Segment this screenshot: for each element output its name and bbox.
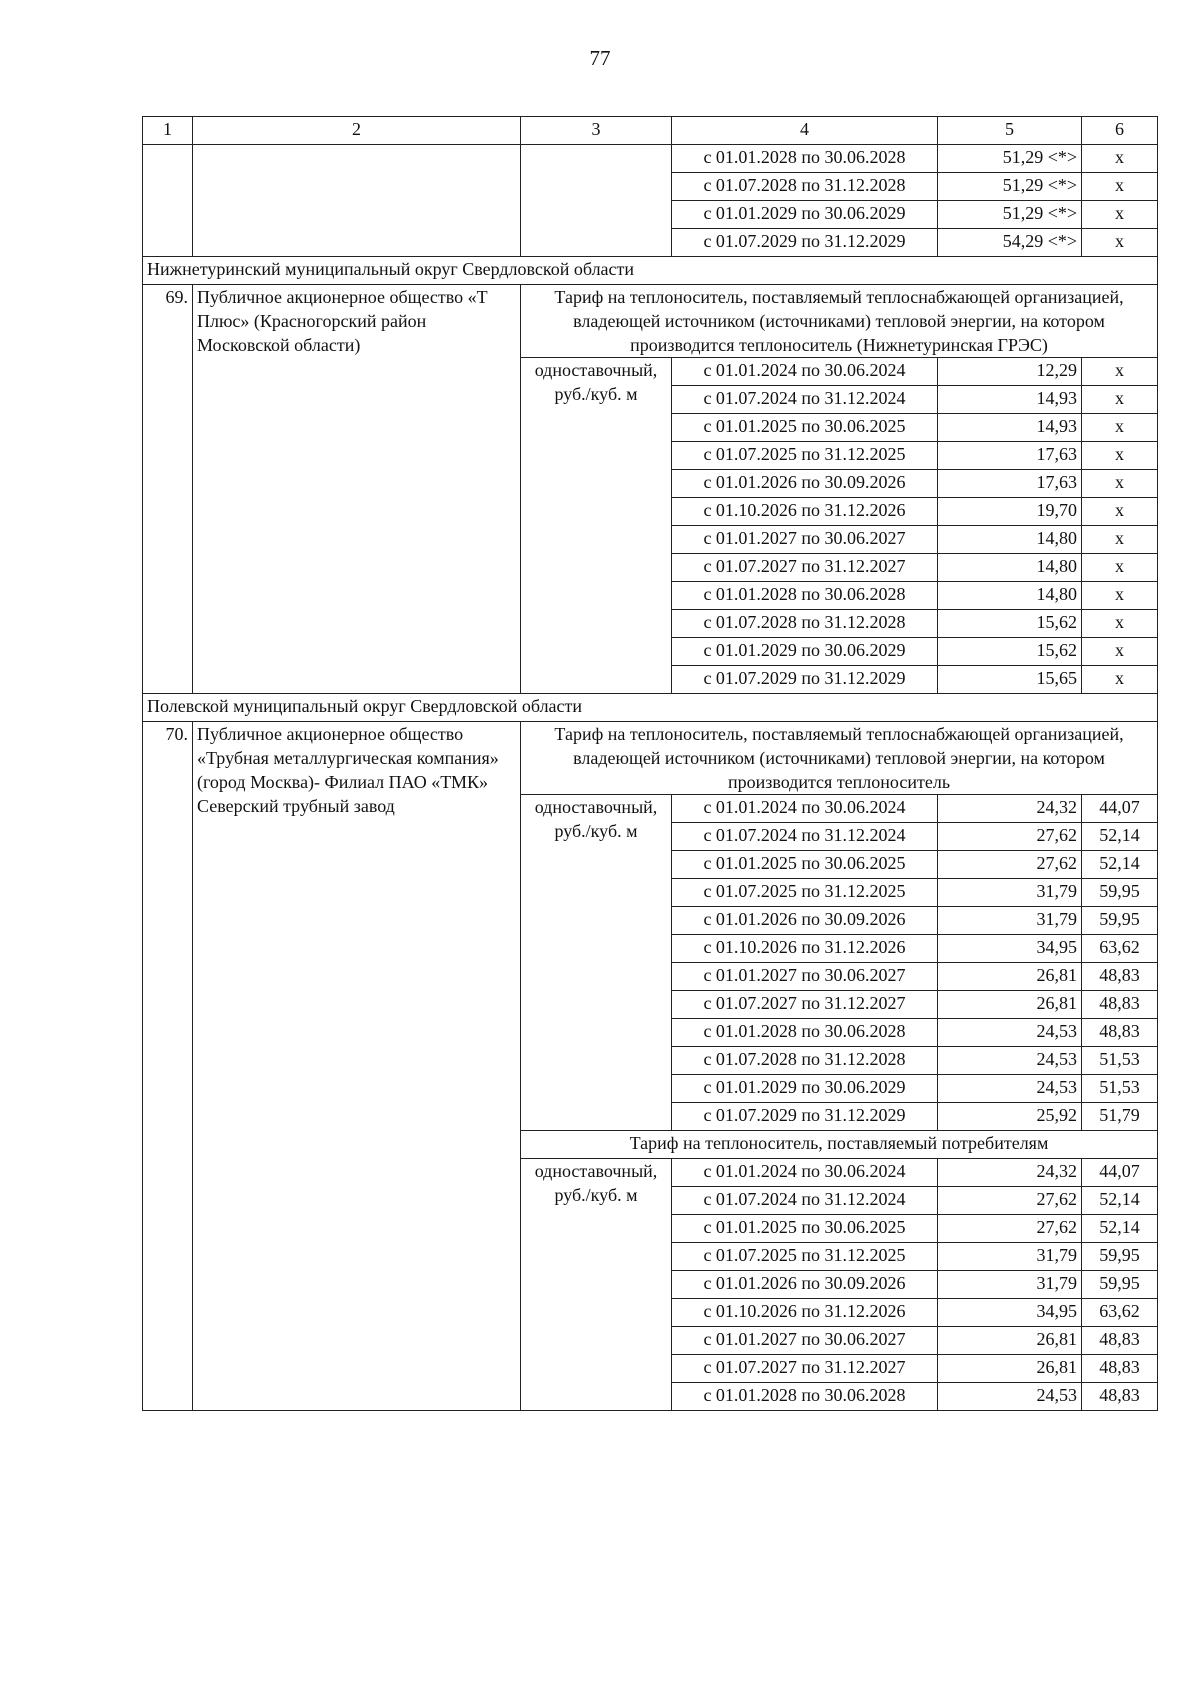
- value-cell: 34,95: [938, 935, 1082, 963]
- period-cell: с 01.10.2026 по 31.12.2026: [672, 498, 938, 526]
- value-cell: 24,53: [938, 1047, 1082, 1075]
- value2-cell: х: [1082, 201, 1158, 229]
- period-cell: с 01.01.2024 по 30.06.2024: [672, 358, 938, 386]
- value2-cell: 51,53: [1082, 1075, 1158, 1103]
- period-cell: с 01.07.2024 по 31.12.2024: [672, 823, 938, 851]
- period-cell: с 01.07.2029 по 31.12.2029: [672, 666, 938, 694]
- period-cell: с 01.01.2027 по 30.06.2027: [672, 526, 938, 554]
- value2-cell: 48,83: [1082, 991, 1158, 1019]
- value2-cell: х: [1082, 498, 1158, 526]
- value2-cell: х: [1082, 610, 1158, 638]
- value2-cell: х: [1082, 526, 1158, 554]
- value-cell: 27,62: [938, 851, 1082, 879]
- value2-cell: х: [1082, 414, 1158, 442]
- value-cell: 14,93: [938, 386, 1082, 414]
- value2-cell: 48,83: [1082, 1355, 1158, 1383]
- value2-cell: х: [1082, 666, 1158, 694]
- page-number: 77: [589, 46, 611, 70]
- section-row: [143, 257, 1158, 285]
- value-cell: 12,29: [938, 358, 1082, 386]
- value2-cell: 52,14: [1082, 823, 1158, 851]
- value-cell: 14,80: [938, 526, 1082, 554]
- period-cell: с 01.07.2028 по 31.12.2028: [672, 610, 938, 638]
- value2-cell: х: [1082, 386, 1158, 414]
- period-cell: с 01.01.2028 по 30.06.2028: [672, 145, 938, 173]
- period-cell: с 01.07.2029 по 31.12.2029: [672, 229, 938, 257]
- tariff-header-row: [143, 722, 1158, 795]
- value-cell: 14,80: [938, 554, 1082, 582]
- value2-cell: х: [1082, 470, 1158, 498]
- period-cell: с 01.10.2026 по 31.12.2026: [672, 1299, 938, 1327]
- value2-cell: 48,83: [1082, 963, 1158, 991]
- value-cell: 25,92: [938, 1103, 1082, 1131]
- value2-cell: х: [1082, 638, 1158, 666]
- value-cell: 51,29 <*>: [938, 173, 1082, 201]
- empty-unit-cell: [521, 145, 672, 257]
- period-cell: с 01.01.2026 по 30.09.2026: [672, 907, 938, 935]
- period-cell: с 01.01.2029 по 30.06.2029: [672, 1075, 938, 1103]
- empty-organization-cell: [193, 145, 521, 257]
- value2-cell: 48,83: [1082, 1019, 1158, 1047]
- value2-cell: 59,95: [1082, 1243, 1158, 1271]
- period-cell: с 01.01.2024 по 30.06.2024: [672, 795, 938, 823]
- period-cell: с 01.01.2024 по 30.06.2024: [672, 1159, 938, 1187]
- tariff-header: Тариф на теплоноситель, поставляемый потребителям: [521, 1131, 1158, 1159]
- column-header-5: 5: [938, 117, 1082, 145]
- value2-cell: х: [1082, 229, 1158, 257]
- period-cell: с 01.10.2026 по 31.12.2026: [672, 935, 938, 963]
- period-cell: с 01.07.2025 по 31.12.2025: [672, 1243, 938, 1271]
- value2-cell: х: [1082, 442, 1158, 470]
- period-cell: с 01.07.2028 по 31.12.2028: [672, 1047, 938, 1075]
- value-cell: 24,32: [938, 1159, 1082, 1187]
- period-cell: с 01.01.2026 по 30.09.2026: [672, 1271, 938, 1299]
- section-title: Полевской муниципальный округ Свердловской области: [143, 694, 1158, 722]
- value2-cell: 51,53: [1082, 1047, 1158, 1075]
- unit-cell: одноставочный, руб./куб. м: [521, 795, 672, 1131]
- value2-cell: 48,83: [1082, 1327, 1158, 1355]
- value-cell: 31,79: [938, 879, 1082, 907]
- tariff-table: [142, 116, 1158, 1411]
- value2-cell: 59,95: [1082, 1271, 1158, 1299]
- period-cell: с 01.01.2029 по 30.06.2029: [672, 638, 938, 666]
- value2-cell: х: [1082, 358, 1158, 386]
- organization-name: Публичное акционерное общество «Т Плюс» (Красногорский район Московской области): [193, 285, 521, 694]
- entry-number: 69.: [143, 285, 193, 694]
- value-cell: 26,81: [938, 1355, 1082, 1383]
- column-header-6: 6: [1082, 117, 1158, 145]
- value-cell: 27,62: [938, 1215, 1082, 1243]
- tariff-header-row: [143, 285, 1158, 358]
- period-cell: с 01.01.2026 по 30.09.2026: [672, 470, 938, 498]
- value-cell: 26,81: [938, 1327, 1082, 1355]
- value2-cell: 59,95: [1082, 879, 1158, 907]
- value-cell: 19,70: [938, 498, 1082, 526]
- column-header-3: 3: [521, 117, 672, 145]
- period-cell: с 01.01.2025 по 30.06.2025: [672, 851, 938, 879]
- tariff-table-body: [143, 117, 1158, 1411]
- value-cell: 24,53: [938, 1075, 1082, 1103]
- value-cell: 14,80: [938, 582, 1082, 610]
- period-cell: с 01.01.2025 по 30.06.2025: [672, 1215, 938, 1243]
- value2-cell: х: [1082, 173, 1158, 201]
- value-cell: 26,81: [938, 991, 1082, 1019]
- value2-cell: 63,62: [1082, 935, 1158, 963]
- value-cell: 51,29 <*>: [938, 145, 1082, 173]
- value-cell: 14,93: [938, 414, 1082, 442]
- table-row: [143, 145, 1158, 173]
- column-number-row: [143, 117, 1158, 145]
- period-cell: с 01.01.2028 по 30.06.2028: [672, 582, 938, 610]
- period-cell: с 01.01.2028 по 30.06.2028: [672, 1383, 938, 1411]
- period-cell: с 01.01.2029 по 30.06.2029: [672, 201, 938, 229]
- period-cell: с 01.07.2029 по 31.12.2029: [672, 1103, 938, 1131]
- value2-cell: 44,07: [1082, 1159, 1158, 1187]
- value2-cell: х: [1082, 145, 1158, 173]
- period-cell: с 01.07.2025 по 31.12.2025: [672, 879, 938, 907]
- value-cell: 27,62: [938, 1187, 1082, 1215]
- tariff-header: Тариф на теплоноситель, поставляемый теплоснабжающей организацией, владеющей источником (источниками) тепловой энергии, на котором производится теплоноситель (Нижнетуринская ГРЭС): [521, 285, 1158, 358]
- value-cell: 34,95: [938, 1299, 1082, 1327]
- period-cell: с 01.01.2025 по 30.06.2025: [672, 414, 938, 442]
- period-cell: с 01.07.2027 по 31.12.2027: [672, 991, 938, 1019]
- value2-cell: 51,79: [1082, 1103, 1158, 1131]
- column-header-4: 4: [672, 117, 938, 145]
- period-cell: с 01.07.2027 по 31.12.2027: [672, 1355, 938, 1383]
- value-cell: 51,29 <*>: [938, 201, 1082, 229]
- period-cell: с 01.07.2028 по 31.12.2028: [672, 173, 938, 201]
- empty-number-cell: [143, 145, 193, 257]
- period-cell: с 01.07.2027 по 31.12.2027: [672, 554, 938, 582]
- period-cell: с 01.07.2025 по 31.12.2025: [672, 442, 938, 470]
- unit-cell: одноставочный, руб./куб. м: [521, 1159, 672, 1411]
- value-cell: 54,29 <*>: [938, 229, 1082, 257]
- value-cell: 27,62: [938, 823, 1082, 851]
- value-cell: 24,32: [938, 795, 1082, 823]
- entry-number: 70.: [143, 722, 193, 1411]
- value-cell: 17,63: [938, 442, 1082, 470]
- value-cell: 15,62: [938, 610, 1082, 638]
- value2-cell: 48,83: [1082, 1383, 1158, 1411]
- value2-cell: х: [1082, 554, 1158, 582]
- value2-cell: 59,95: [1082, 907, 1158, 935]
- value-cell: 17,63: [938, 470, 1082, 498]
- value-cell: 15,62: [938, 638, 1082, 666]
- value-cell: 31,79: [938, 1271, 1082, 1299]
- value-cell: 31,79: [938, 907, 1082, 935]
- column-header-2: 2: [193, 117, 521, 145]
- value-cell: 24,53: [938, 1019, 1082, 1047]
- period-cell: с 01.07.2024 по 31.12.2024: [672, 386, 938, 414]
- section-row: [143, 694, 1158, 722]
- section-title: Нижнетуринский муниципальный округ Свердловской области: [143, 257, 1158, 285]
- unit-cell: одноставочный, руб./куб. м: [521, 358, 672, 694]
- column-header-1: 1: [143, 117, 193, 145]
- value-cell: 24,53: [938, 1383, 1082, 1411]
- value2-cell: 52,14: [1082, 1215, 1158, 1243]
- value2-cell: 52,14: [1082, 851, 1158, 879]
- value-cell: 31,79: [938, 1243, 1082, 1271]
- value2-cell: х: [1082, 582, 1158, 610]
- value2-cell: 63,62: [1082, 1299, 1158, 1327]
- value-cell: 26,81: [938, 963, 1082, 991]
- tariff-header: Тариф на теплоноситель, поставляемый теплоснабжающей организацией, владеющей источником (источниками) тепловой энергии, на котором производится теплоноситель: [521, 722, 1158, 795]
- value2-cell: 44,07: [1082, 795, 1158, 823]
- period-cell: с 01.07.2024 по 31.12.2024: [672, 1187, 938, 1215]
- value2-cell: 52,14: [1082, 1187, 1158, 1215]
- organization-name: Публичное акционерное общество «Трубная металлургическая компания» (город Москва)- Филиал ПАО «ТМК» Северский трубный завод: [193, 722, 521, 1411]
- period-cell: с 01.01.2028 по 30.06.2028: [672, 1019, 938, 1047]
- period-cell: с 01.01.2027 по 30.06.2027: [672, 1327, 938, 1355]
- period-cell: с 01.01.2027 по 30.06.2027: [672, 963, 938, 991]
- value-cell: 15,65: [938, 666, 1082, 694]
